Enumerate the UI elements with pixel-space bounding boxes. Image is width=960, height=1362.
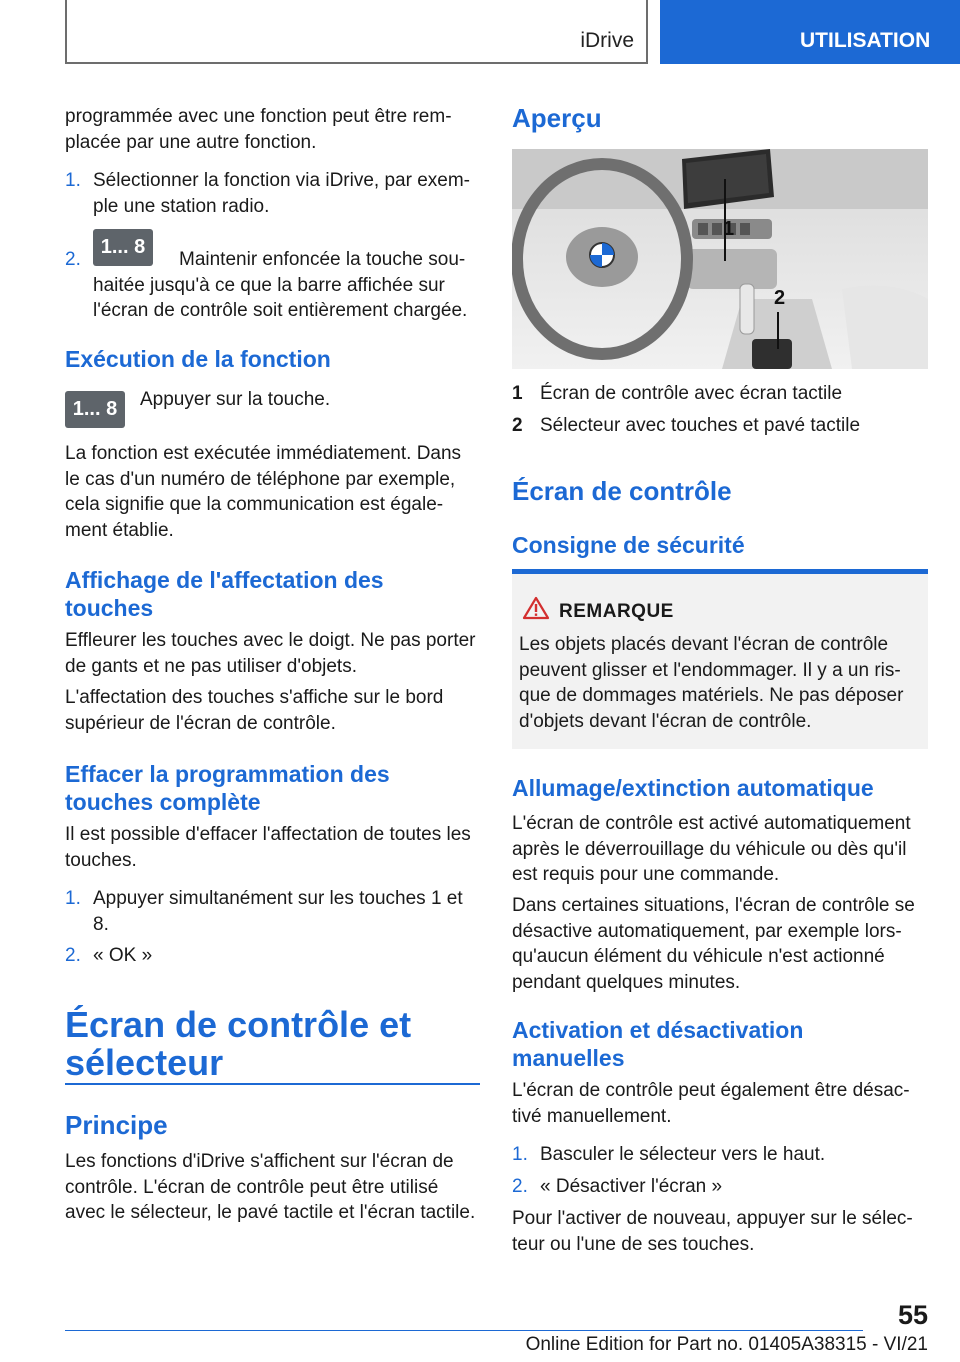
step-number: 1. bbox=[65, 170, 81, 191]
heading-rule bbox=[65, 1083, 480, 1085]
step-number: 2. bbox=[65, 249, 81, 270]
step-number: 2. bbox=[65, 945, 81, 966]
warning-box bbox=[512, 569, 928, 749]
clear-heading: Effacer la programmation des touches complète bbox=[65, 761, 390, 815]
assign-heading: Affichage de l'affectation des touches bbox=[65, 567, 384, 621]
assign-paragraph-1: Effleurer les touches avec le doigt. Ne pas porter de gants et ne pas utiliser d'objets. bbox=[65, 630, 476, 677]
chapter-heading: Écran de contrôle et sélecteur bbox=[65, 1004, 412, 1083]
warning-text: Les objets placés devant l'écran de contrôle peuvent glisser et l'endommager. Il y a un ris- que de dommages matériels. Ne pas déposer d'objets devant l'écran de contrôle. bbox=[519, 634, 904, 732]
footer-rule bbox=[65, 1330, 863, 1331]
header-chapter-label: UTILISATION bbox=[800, 29, 931, 52]
exec-body: La fonction est exécutée immédiatement. Dans le cas d'un numéro de téléphone par exemple, cela signifie que la communication est égale- ment établie. bbox=[65, 443, 462, 541]
auto-heading: Allumage/extinction automatique bbox=[512, 775, 874, 801]
auto-paragraph-2: Dans certaines situations, l'écran de contrôle se désactive automatiquement, par exemple lors- qu'aucun élément du véhicule n'est actionné pendant quelques minutes. bbox=[512, 895, 915, 993]
manual-heading: Activation et désactivation manuelles bbox=[512, 1017, 804, 1071]
safety-heading: Consigne de sécurité bbox=[512, 532, 745, 558]
manual-body: L'écran de contrôle peut également être désac- tivé manuellement. bbox=[512, 1080, 910, 1127]
exec-heading: Exécution de la fonction bbox=[65, 346, 331, 372]
warning-icon bbox=[522, 596, 550, 620]
warning-title: REMARQUE bbox=[559, 601, 674, 622]
screen-heading: Écran de contrôle bbox=[512, 476, 732, 506]
step-number: 1. bbox=[512, 1144, 528, 1165]
assign-paragraph-2: L'affectation des touches s'affiche sur le bord supérieur de l'écran de contrôle. bbox=[65, 687, 444, 734]
footer-edition: Online Edition for Part no. 01405A38315 - VI/21 bbox=[525, 1334, 928, 1355]
photo-marker-2: 2 bbox=[774, 287, 786, 309]
favorite-key-icon: 1... 8 bbox=[93, 229, 153, 266]
manual-end: Pour l'activer de nouveau, appuyer sur le sélec- teur ou l'une de ses touches. bbox=[512, 1208, 913, 1255]
step-text: Basculer le sélecteur vers le haut. bbox=[540, 1144, 826, 1165]
header-section-label: iDrive bbox=[580, 29, 634, 52]
step-text: « OK » bbox=[93, 945, 153, 966]
step-text: Maintenir enfoncée la touche sou- haitée jusqu'à ce que la barre affichée sur l'écran de contrôle soit entièrement chargée. bbox=[93, 249, 468, 321]
header-section-tab bbox=[65, 0, 648, 64]
step-number: 1. bbox=[65, 888, 81, 909]
clear-body: Il est possible d'effacer l'affectation de toutes les touches. bbox=[65, 824, 471, 871]
photo-marker-1: 1 bbox=[723, 218, 735, 240]
cockpit-photo bbox=[512, 149, 928, 369]
auto-paragraph-1: L'écran de contrôle est activé automatiquement après le déverrouillage du véhicule ou dès qu'il est requis pour une commande. bbox=[512, 813, 911, 885]
overview-heading: Aperçu bbox=[512, 103, 602, 133]
principle-heading: Principe bbox=[65, 1110, 168, 1140]
intro-paragraph: programmée avec une fonction peut être rem- placée par une autre fonction. bbox=[65, 106, 452, 153]
step-number: 2. bbox=[512, 1176, 528, 1197]
step-text: Sélectionner la fonction via iDrive, par exem- ple une station radio. bbox=[93, 170, 471, 217]
page-number: 55 bbox=[897, 1300, 928, 1330]
principle-body: Les fonctions d'iDrive s'affichent sur l'écran de contrôle. L'écran de contrôle peut être utilisé avec le sélecteur, le pavé tactile et l'écran tactile. bbox=[65, 1151, 476, 1223]
cockpit-illustration bbox=[512, 149, 928, 369]
step-text: Appuyer simultanément sur les touches 1 et 8. bbox=[93, 888, 463, 935]
step-text: « Désactiver l'écran » bbox=[540, 1176, 723, 1197]
exec-press: 1... 8 Appuyer sur la touche. bbox=[65, 391, 480, 428]
header-chapter-tab bbox=[660, 0, 960, 64]
favorite-key-icon: 1... 8 bbox=[65, 391, 125, 428]
